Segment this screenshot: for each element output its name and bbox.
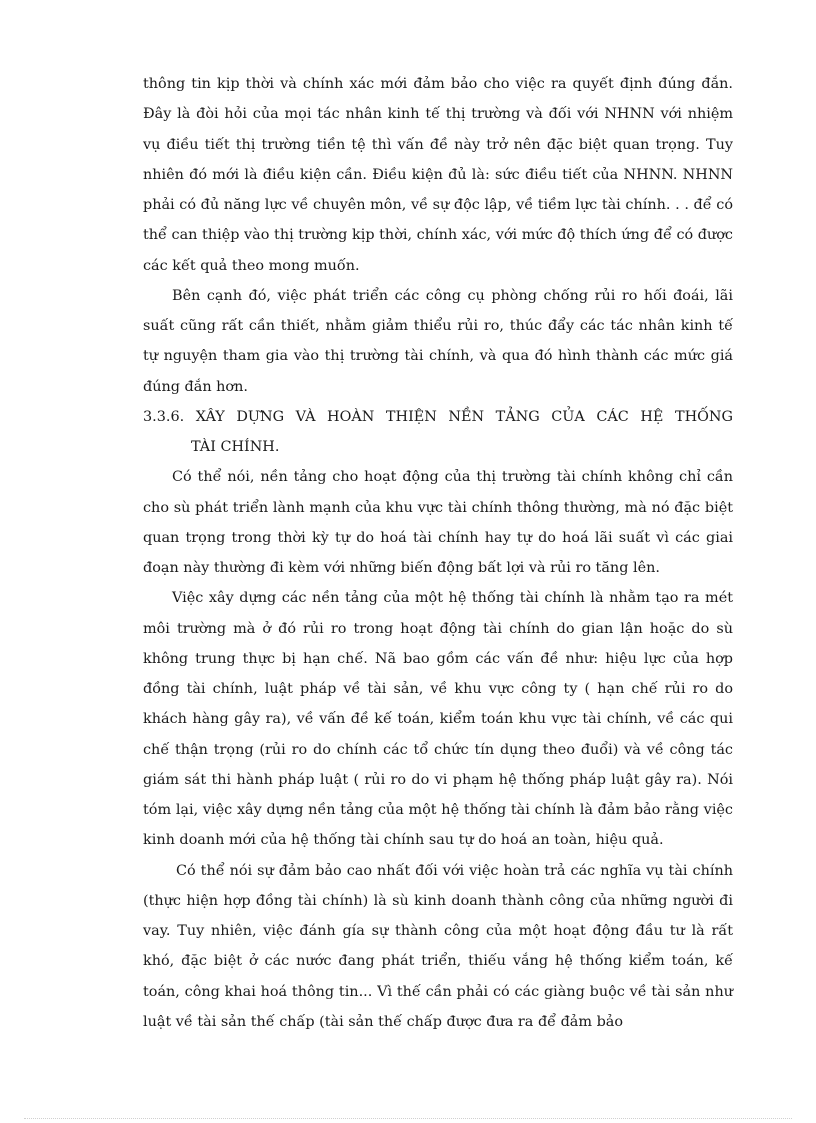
page-bottom-divider	[24, 1118, 792, 1119]
paragraph-information-timeliness: thông tin kịp thời và chính xác mới đảm bảo cho việc ra quyết định đúng đắn. Đây là đòi hỏi của mọi tác nhân kinh tế thị trường và đối với NHNN với nhiệm vụ điều tiết thị trường tiền tệ thì vấn đề này trở nên đặc biệt quan trọng. Tuy nhiên đó mới là điều kiện cần. Điều kiện đủ là: sức điều tiết của NHNN. NHNN phải có đủ năng lực về chuyên môn, về sự độc lập, về tiềm lực tài chính. . . để có thể can thiệp vào thị trường kịp thời, chính xác, với mức độ thích ứng để có được các kết quả theo mong muốn.	[143, 76, 733, 274]
paragraph-risk-tools: Bên cạnh đó, việc phát triển các công cụ phòng chống rủi ro hối đoái, lãi suất cũng rất cần thiết, nhằm giảm thiểu rủi ro, thúc đẩy các tác nhân kinh tế tự nguyện tham gia vào thị trường tài chính, và qua đó hình thành các mức giá đúng đắn hơn.	[143, 287, 733, 395]
section-heading-line1: 3.3.6. XÂY DỰNG VÀ HOÀN THIỆN NỀN TẢNG CỦA CÁC HỆ THỐNG	[143, 408, 733, 425]
paragraph-repayment-assurance: Có thể nói sự đảm bảo cao nhất đối với việc hoàn trả các nghĩa vụ tài chính (thực hiện hợp đồng tài chính) là sù kinh doanh thành công của những người đi vay. Tuy nhiên, việc đánh gía sự thành công của một hoạt động đầu tư là rất khó, đặc biệt ở các nước đang phát triển, thiếu vắng hệ thống kiểm toán, kế toán, công khai hoá thông tin... Vì thế cần phải có các giàng buộc về tài sản như luật về tài sản thế chấp (tài sản thế chấp được đưa ra để đảm bảo	[143, 862, 733, 1030]
document-body	[143, 69, 733, 1037]
section-heading	[143, 402, 733, 463]
paragraph-building-foundations: Việc xây dựng các nền tảng của một hệ thống tài chính là nhằm tạo ra mét môi trường mà ở đó rủi ro trong hoạt động tài chính do gian lận hoặc do sù không trung thực bị hạn chế. Nã bao gồm các vấn đề như: hiệu lực của hợp đồng tài chính, luật pháp về tài sản, về khu vực công ty ( hạn chế rủi ro do khách hàng gây ra), về vấn đề kế toán, kiểm toán khu vực tài chính, về các qui chế thận trọng (rủi ro do chính các tổ chức tín dụng theo đuổi) và về công tác giám sát thi hành pháp luật ( rủi ro do vi phạm hệ thống pháp luật gây ra). Nói tóm lại, việc xây dựng nền tảng của một hệ thống tài chính là đảm bảo rằng việc kinh doanh mới của hệ thống tài chính sau tự do hoá an toàn, hiệu quả.	[143, 590, 733, 849]
section-heading-line2: TÀI CHÍNH.	[191, 439, 280, 455]
paragraph-foundation-importance: Có thể nói, nền tảng cho hoạt động của thị trường tài chính không chỉ cần cho sù phát triển lành mạnh của khu vực tài chính thông thường, mà nó đặc biệt quan trọng trong thời kỳ tự do hoá tài chính hay tự do hoá lãi suất vì các giai đoạn này thường đi kèm với những biến động bất lợi và rủi ro tăng lên.	[143, 469, 733, 576]
